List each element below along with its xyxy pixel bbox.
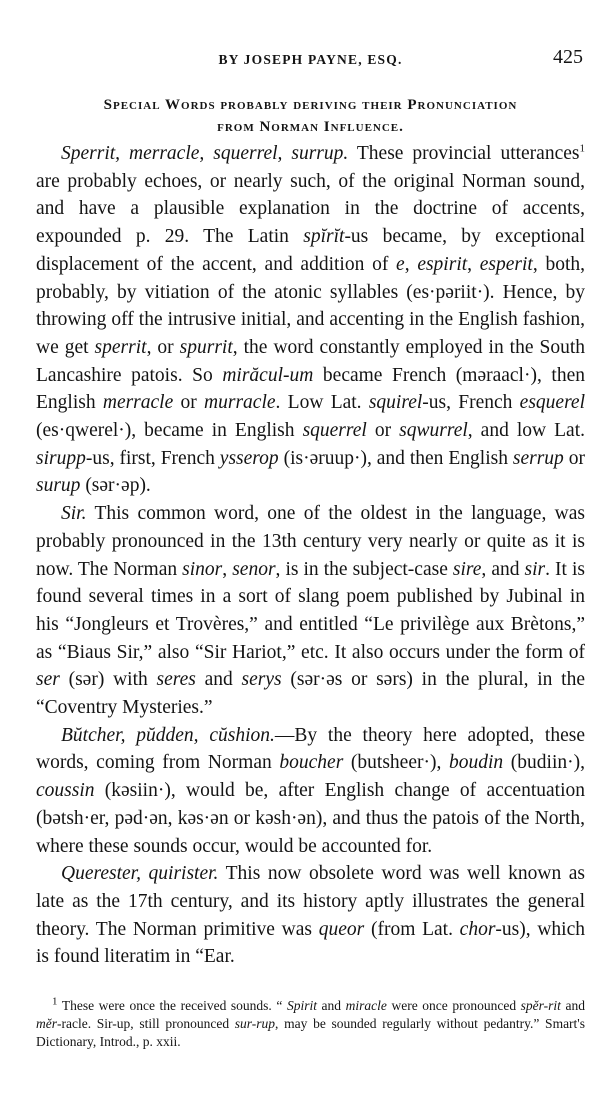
section-heading [36, 94, 585, 138]
paragraph-sir: Sir. This common word, one of the oldest in the language, was probably pronounced in the 13th century very nearly or quite as it is now. The Norman sinor, senor, is in the subject-case sire, and sir. It is found several times in a sort of slang poem published by Jubinal in his “Jongleurs et Trovères,” and entitled “Le privilège aux Brètons,” as “Biaus Sir,” also “Sir Hariot,” etc. It also occurs under the form of ser (sər) with seres and serys (sər·əs or sərs) in the plural, in the “Coventry Mysteries.” [36, 503, 586, 719]
footnote: $^1$ These were once the received sounds. “ Spirit and miracle were once pronounced spĕr-rit and mĕr-racle. Sir-up, still pronounced sur-rup, may be sounded regularly without pedantry.” Smart's Dictionary, Introd., p. xxii. [36, 995, 585, 1050]
paragraph-butcher: Bŭtcher, pŭdden, cŭshion.—By the theory here adopted, these words, coming from Norman boucher (butsheer·), boudin (budiin·), coussin (kəsiin·), would be, after English change of accentuation (bətsh·er, pəd·ən, kəs·ən or kəsh·ən), and thus the patois of the North, where these sounds occur, would be accounted for. [36, 724, 586, 857]
section-heading-line-1: Special Words probably deriving their Pronunciation [103, 97, 518, 113]
section-heading-line-2: from Norman Influence. [217, 119, 404, 135]
running-head [36, 40, 585, 70]
page-number: 425 [553, 46, 583, 68]
body-text [36, 140, 585, 971]
paragraph-sperrit: Sperrit, merracle, squerrel, surrup. These provincial utterances$^1$ are probably echoes, or nearly such, of the original Norman sound, and have a plausible explanation in the doctrine of accents, expounded p. 29. The Latin spĭrĭt-us became, by exceptional displacement of the accent, and addition of e, espirit, esperit, both, probably, by vitiation of the atonic syllables (es·pəriit·). Hence, by throwing off the intrusive initial, and accenting in the English fashion, we get sperrit, or spurrit, the word constantly employed in the South Lancashire patois. So mirăcul-um became French (məraacl·), then English merracle or murracle. Low Lat. squirel-us, French esquerel (es·qwerel·), became in English squerrel or sqwurrel, and low Lat. sirupp-us, first, French ysserop (is·əruup·), and then English serrup or surup (sər·əp). [36, 142, 586, 497]
paragraph-querester: Querester, quirister. This now obsolete word was well known as late as the 17th century, and its history aptly illustrates the general theory. The Norman primitive was queor (from Lat. chor-us), which is found literatim in “Ear. [36, 863, 586, 968]
running-title: BY JOSEPH PAYNE, ESQ. [218, 52, 403, 67]
